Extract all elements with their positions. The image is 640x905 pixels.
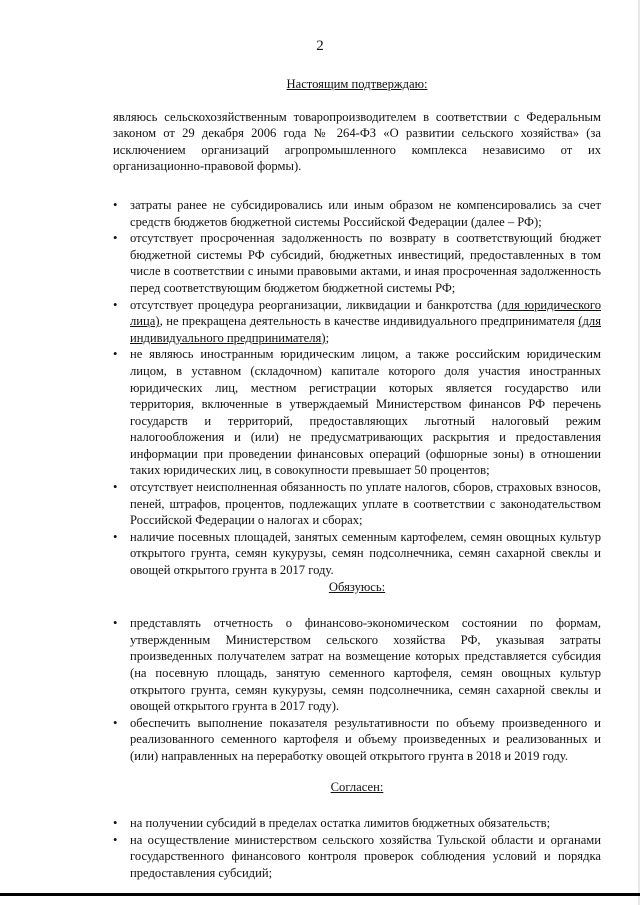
confirm-list (113, 197, 601, 579)
list-item-text: , не прекращена деятельность в качестве индивидуального предпринимателя (159, 314, 579, 329)
oblige-list (113, 615, 601, 764)
list-item (113, 297, 601, 347)
page-number: 2 (316, 38, 324, 54)
list-item: • обеспечить выполнение показателя результативности по объему произведенного и реализованного семенного картофеля и объему произведенных и реализованных и (или) направленных на переработку овощей открытого грунта в 2018 и 2019 году. (113, 715, 601, 765)
list-item: • представлять отчетность о финансово-экономическом состоянии по формам, утвержденным Министерством сельского хозяйства РФ, указывая затраты произведенных получателем затрат на возмещение которых представляется субсидия (на посевную площадь, занятую семенного картофеля, семян овощных культур открытого грунта, семян кукурузы, семян подсолнечника, семян сахарной свеклы и овощей открытого грунта в 2017 году). (113, 615, 601, 715)
scan-bottom-border (0, 893, 640, 896)
list-item-text: отсутствует процедура реорганизации, ликвидации и банкротства (130, 297, 498, 312)
list-item: • не являюсь иностранным юридическим лицом, а также российским юридическим лицом, в уставном (складочном) капитале которого доля участия иностранных юридических лиц, местном регистрации которых является государство или территория, включенные в утверждаемый Министерством финансов РФ перечень государств и территорий, предоставляющих льготный налоговый режим налогообложения и (или) не предусматривающих раскрытия и предоставления информации при проведении финансовых операций (офшорные зоны) в отношении таких юридических лиц, в совокупности превышает 50 процентов; (113, 346, 601, 479)
list-item: • на осуществление министерством сельского хозяйства Тульской области и органами государственного финансового контроля проверок соблюдения условий и порядка предоставления субсидий; (113, 832, 601, 882)
document-body (113, 76, 601, 882)
underlined-text: (для индивидуального предпринимателя) (130, 314, 601, 345)
heading-confirm: Настоящим подтверждаю: (286, 77, 428, 91)
list-item: • на получении субсидий в пределах остатка лимитов бюджетных обязательств; (113, 815, 601, 832)
heading-agree: Согласен: (330, 779, 384, 794)
intro-paragraph: являюсь сельскохозяйственным товаропроизводителем в соответствии с Федеральным законом от 29 декабря 2006 года № 264-ФЗ «О развитии сельского хозяйства» (за исключением организаций агропромышленного комплекса независимо от их организационно-правовой формы). (113, 109, 601, 174)
agree-list (113, 815, 601, 881)
list-item: • отсутствует неисполненная обязанность по уплате налогов, сборов, страховых взносов, пеней, штрафов, процентов, подлежащих уплате в соответствии с законодательством Российской Федерации о налогах и сборах; (113, 479, 601, 529)
list-item: • затраты ранее не субсидировались или иным образом не компенсировались за счет средств бюджетов бюджетной системы Российской Федерации (далее – РФ); (113, 197, 601, 230)
heading-oblige: Обязуюсь: (328, 579, 386, 594)
list-item-text: ; (325, 330, 330, 345)
underlined-text: (для юридического лица) (130, 297, 602, 329)
list-item: • наличие посевных площадей, занятых семенным картофелем, семян овощных культур открытого грунта, семян кукурузы, семян подсолнечника, семян сахарной свеклы и овощей открытого грунта в 2017 году. (113, 529, 601, 579)
list-item: • отсутствует просроченная задолженность по возврату в соответствующий бюджет бюджетной системы РФ субсидий, бюджетных инвестиций, предоставленных в том числе в соответствии с иными правовыми актами, и иная просроченная задолженность перед соответствующим бюджетом бюджетной системы РФ; (113, 230, 601, 296)
